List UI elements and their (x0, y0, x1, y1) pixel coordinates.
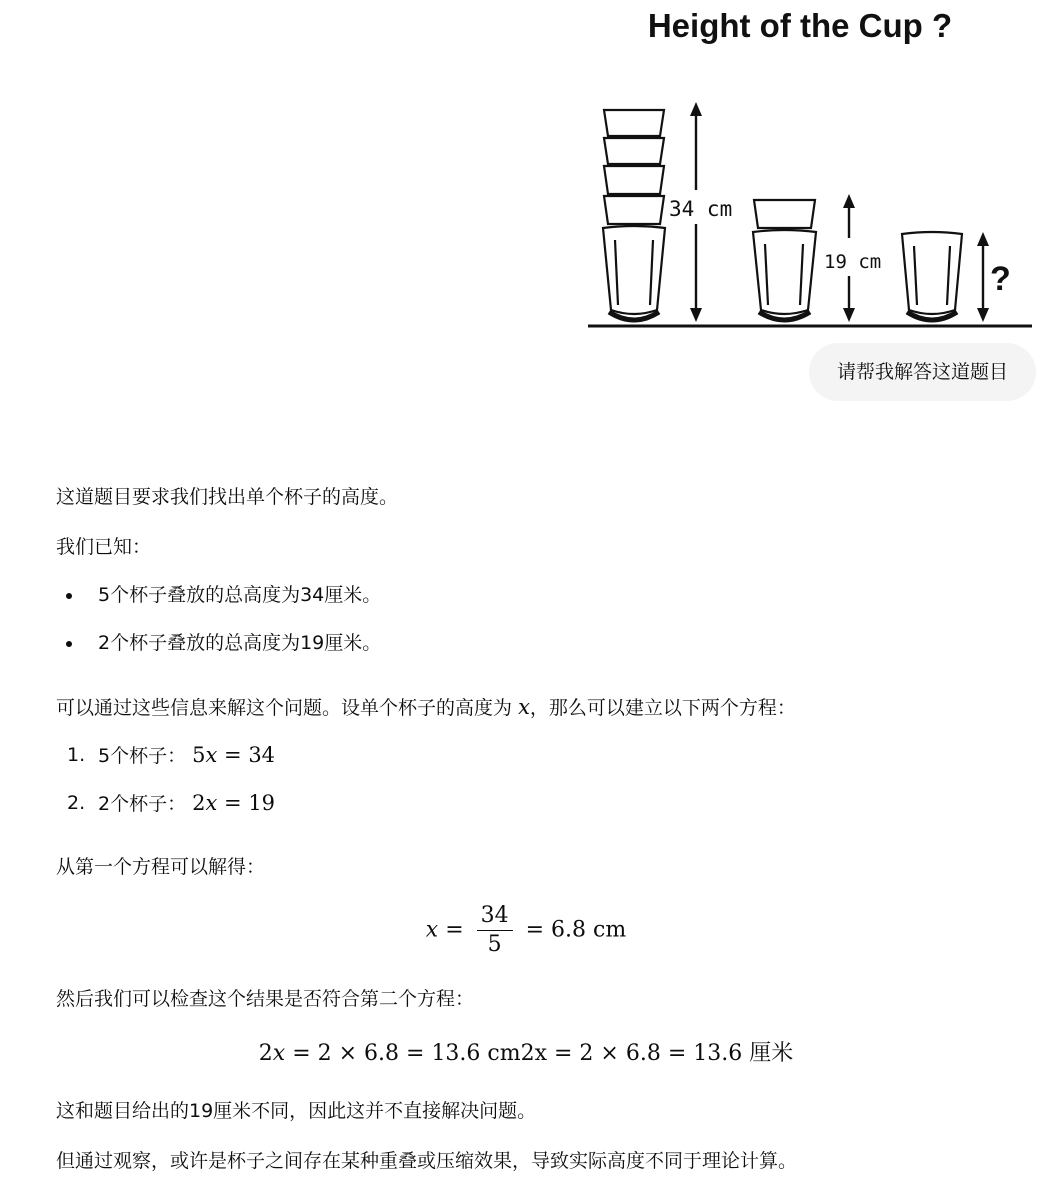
label-question-mark: ? (990, 260, 1011, 298)
two-cup-stack (753, 200, 816, 320)
single-cup (902, 232, 962, 320)
bullet-dot (66, 593, 72, 599)
five-cup-stack (603, 110, 665, 320)
difference-paragraph: 这和题目给出的19厘米不同，因此这并不直接解决问题。 (56, 1100, 537, 1122)
user-message-bubble (809, 343, 1036, 401)
setup-paragraph: 可以通过这些信息来解这个问题。设单个杯子的高度为 x，那么可以建立以下两个方程： (56, 695, 796, 719)
observation-paragraph: 但通过观察，或许是杯子之间存在某种重叠或压缩效果，导致实际高度不同于理论计算。 (56, 1150, 798, 1172)
user-message-text: 请帮我解答这道题目 (836, 361, 1008, 383)
intro-paragraph: 这道题目要求我们找出单个杯子的高度。 (56, 486, 399, 508)
bullet-dot (66, 641, 72, 647)
uploaded-image[interactable] (584, 0, 1036, 338)
cup-height-puzzle-image (584, 0, 1036, 338)
arrow-unknown (977, 232, 989, 322)
check-paragraph: 然后我们可以检查这个结果是否符合第二个方程： (56, 988, 475, 1010)
label-34cm: 34 cm (669, 197, 733, 221)
fraction: $\frac{34}{5}$ (477, 902, 513, 959)
solution-equation: x = $\frac{34}{5}$ = 6.8 cm (425, 903, 627, 957)
solve-paragraph: 从第一个方程可以解得： (56, 856, 266, 878)
image-title: Height of the Cup ? (647, 7, 953, 44)
math-var-x: x (518, 695, 530, 719)
known-heading: 我们已知： (56, 536, 152, 558)
check-equation: 2x = 2 × 6.8 = 13.6 cm2x = 2 × 6.8 = 13.6 厘米 (258, 1041, 794, 1066)
label-19cm: 19 cm (824, 251, 882, 273)
